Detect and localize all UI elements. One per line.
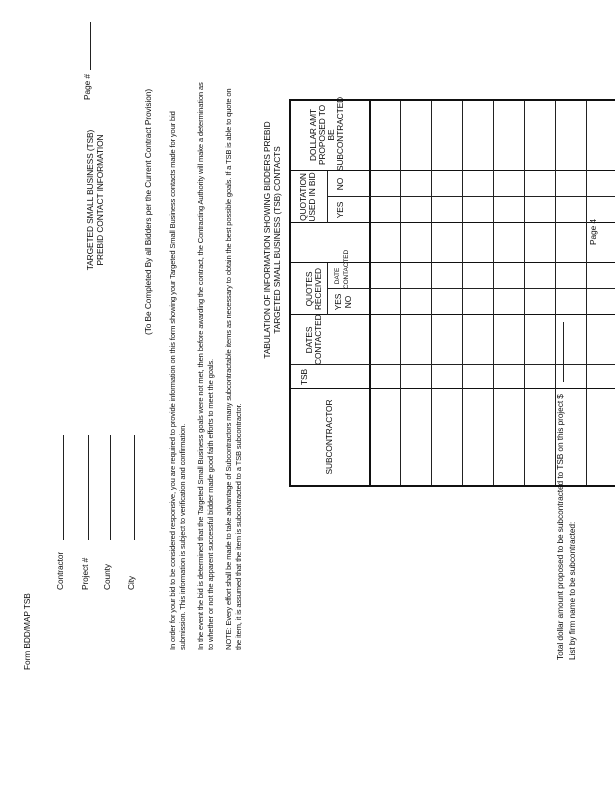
form-title-line1: TARGETED SMALL BUSINESS (TSB) [85, 129, 95, 271]
project-field[interactable] [88, 435, 89, 540]
instruction-text: (To Be Completed By all Bidders per the Current Contract Provision) [143, 88, 153, 335]
table-row[interactable] [400, 101, 432, 485]
form-title-line2: PREBID CONTACT INFORMATION [95, 134, 105, 266]
contractor-label: Contractor [55, 551, 65, 590]
page-footer: Page 4 [588, 219, 598, 245]
header-quotation-used: QUOTATION USED IN BID [298, 172, 317, 222]
header-used-yes: YES [335, 201, 345, 219]
paragraph-2-line-b: to whether or not the apparent successful bidder made good faith efforts to meet the goals. [206, 359, 215, 650]
table-caption-line1: TABULATION OF INFORMATION SHOWING BIDDERS PREBID [262, 121, 272, 359]
paragraph-3-line-b: the item, it is assumed that the item is subcontracted to a TSB subcontractor. [234, 403, 243, 650]
city-field[interactable] [134, 435, 135, 540]
city-label: City [126, 575, 136, 590]
table-caption-line2: TARGETED SMALL BUSINESS (TSB) CONTACTS [272, 146, 282, 334]
table-row[interactable] [524, 101, 556, 485]
header-subcontractor: SUBCONTRACTOR [324, 399, 334, 475]
header-dates-contacted: DATES CONTACTED [304, 314, 323, 365]
paragraph-1-line-a: In order for your bid to be considered responsive, you are required to provide information on this form showing your Targeted Small Business contacts made for your bid [168, 111, 177, 650]
tsb-contacts-table [289, 96, 615, 487]
county-label: County [102, 564, 112, 590]
total-dollar-field[interactable] [563, 322, 564, 382]
table-row[interactable] [462, 101, 494, 485]
page-number-label: Page # [82, 74, 92, 100]
firm-list-note: List by firm name to be subcontracted: [567, 521, 577, 660]
contractor-field[interactable] [63, 435, 64, 540]
total-dollar-note: Total dollar amount proposed to be subcontracted to TSB on this project $ [555, 394, 565, 660]
paragraph-1-line-b: submission. This information is subject to verification and confirmation. [178, 423, 187, 650]
header-quotes-no: NO [343, 295, 353, 309]
project-label: Project # [80, 557, 90, 590]
county-field[interactable] [110, 435, 111, 540]
header-tsb: TSB [299, 369, 309, 385]
header-used-no: NO [335, 177, 345, 191]
form-id: Form BDD/MAP TSB [22, 593, 32, 670]
paragraph-2-line-a: In the event the bid is determined that the Targeted Small Business goals were not met, then before awarding the contract, the Contracting Authority will make a determination as [196, 82, 205, 650]
paragraph-3-line-a: NOTE: Every effort shall be made to take advantage of Subcontractors many subcontractable items as necessary to obtain the best possible goals. If a TSB is able to quote on [224, 88, 233, 650]
header-quotes-received: QUOTES RECEIVED [304, 268, 323, 311]
header-dollar-amount: DOLLAR AMT PROPOSED TO BE SUBCONTRACTED [308, 96, 345, 171]
table-row[interactable] [431, 101, 463, 485]
table-row[interactable] [369, 101, 401, 485]
page-number-field[interactable] [90, 22, 91, 70]
table-row[interactable] [493, 101, 525, 485]
table-row[interactable] [586, 101, 615, 485]
header-date-contacted: DATE CONTACTED [334, 249, 350, 289]
header-quotes-yes: YES [333, 293, 343, 311]
